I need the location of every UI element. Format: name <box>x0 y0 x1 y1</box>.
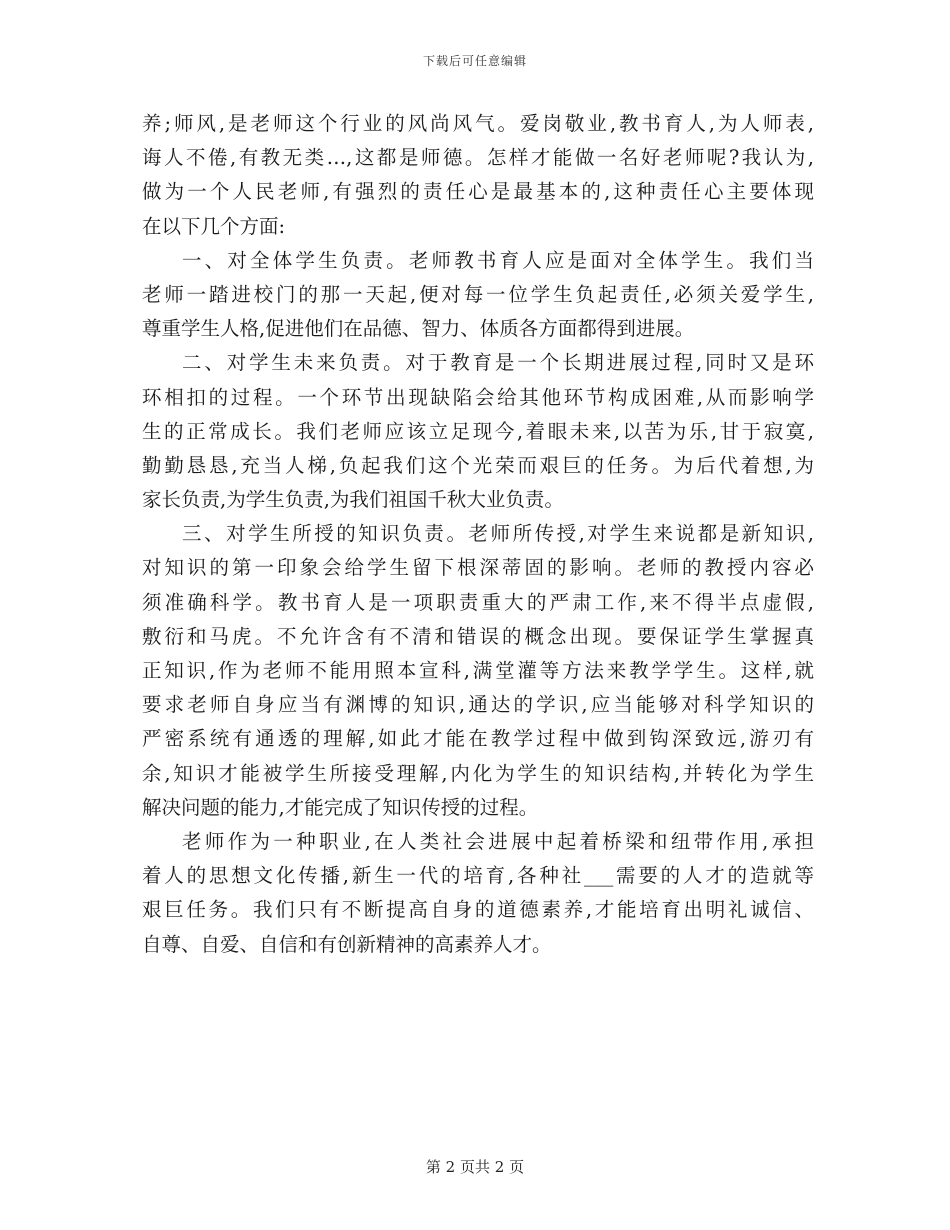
text-line: 环相扣的过程。一个环节出现缺陷会给其他环节构成困难,从而影响学 <box>142 385 814 409</box>
text-line: 生的正常成长。我们老师应该立足现今,着眼未来,以苦为乐,甘于寂寞, <box>142 419 814 443</box>
text-line: 二、对学生未来负责。对于教育是一个长期进展过程,同时又是环 <box>182 351 814 375</box>
text-line: 须准确科学。教书育人是一项职责重大的严肃工作,来不得半点虚假, <box>142 590 814 614</box>
text-line: 自尊、自爱、自信和有创新精神的高素养人才。 <box>142 932 552 956</box>
text-line: 三、对学生所授的知识负责。老师所传授,对学生来说都是新知识, <box>182 522 814 546</box>
text-line: 敷衍和马虎。不允许含有不清和错误的概念出现。要保证学生掌握真 <box>142 624 814 648</box>
text-line: 做为一个人民老师,有强烈的责任心是最基本的,这种责任心主要体现 <box>142 180 814 204</box>
text-line: 着人的思想文化传播,新生一代的培育,各种社___需要的人才的造就等 <box>142 864 814 888</box>
text-line: 老师作为一种职业,在人类社会进展中起着桥梁和纽带作用,承担 <box>182 829 814 853</box>
page-header: 下载后可任意编辑 <box>422 54 527 68</box>
document-body <box>142 107 814 962</box>
text-line: 解决问题的能力,才能完成了知识传授的过程。 <box>142 795 539 819</box>
text-line: 在以下几个方面: <box>142 214 286 238</box>
text-line: 正知识,作为老师不能用照本宣科,满堂灌等方法来教学学生。这样,就 <box>142 659 814 682</box>
text-line: 严密系统有通透的理解,如此才能在教学过程中做到钩深致远,游刃有 <box>142 727 814 751</box>
text-line: 家长负责,为学生负责,为我们祖国千秋大业负责。 <box>142 488 564 512</box>
text-line: 诲人不倦,有教无类…,这都是师德。怎样才能做一名好老师呢?我认为, <box>142 146 814 170</box>
text-line: 要求老师自身应当有渊博的知识,通达的学识,应当能够对科学知识的 <box>142 693 814 717</box>
text-line: 一、对全体学生负责。老师教书育人应是面对全体学生。我们当 <box>182 248 814 272</box>
text-line: 养;师风,是老师这个行业的风尚风气。爱岗敬业,教书育人,为人师表, <box>142 112 814 135</box>
text-line: 余,知识才能被学生所接受理解,内化为学生的知识结构,并转化为学生 <box>142 761 814 785</box>
text-line: 老师一踏进校门的那一天起,便对每一位学生负起责任,必须关爱学生, <box>142 282 814 306</box>
text-line: 尊重学生人格,促进他们在品德、智力、体质各方面都得到进展。 <box>142 317 695 341</box>
page-number: 第 2 页共 2 页 <box>425 1158 525 1176</box>
text-line: 勤勤恳恳,充当人梯,负起我们这个光荣而艰巨的任务。为后代着想,为 <box>142 453 814 477</box>
text-line: 艰巨任务。我们只有不断提高自身的道德素养,才能培育出明礼诚信、 <box>142 898 814 922</box>
text-line: 对知识的第一印象会给学生留下根深蒂固的影响。老师的教授内容必 <box>142 556 814 580</box>
